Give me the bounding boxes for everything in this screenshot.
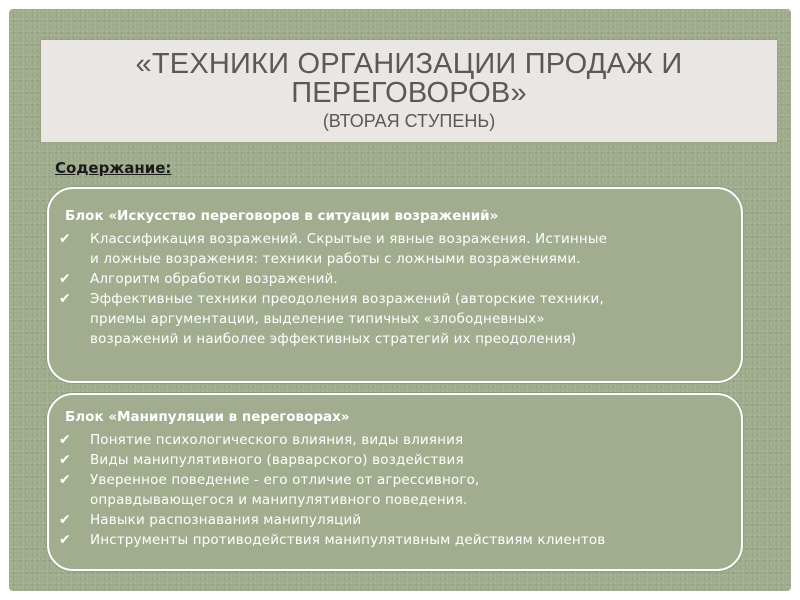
list-item: [49, 510, 741, 530]
list-item-text: Уверенное поведение - его отличие от агрессивного,: [90, 472, 480, 488]
slide-title: [41, 50, 777, 108]
check-mark-icon: ✔: [59, 452, 71, 468]
list-item-text: Понятие психологического влияния, виды влияния: [90, 432, 464, 448]
slide-title-line-2: ПЕРЕГОВОРОВ»: [291, 77, 527, 109]
bullet-list: [49, 229, 741, 349]
list-item: [49, 450, 741, 470]
list-item: [49, 430, 741, 450]
list-item-text: Классификация возражений. Скрытые и явные возражения. Истинные: [90, 231, 608, 247]
list-item-text: Инструменты противодействия манипулятивным действиям клиентов: [90, 532, 606, 548]
block-title: Блок «Манипуляции в переговорах»: [65, 409, 350, 425]
list-item-text: возражений и наиболее эффективных стратегий их преодоления): [90, 331, 577, 347]
block-manipulations: [47, 393, 743, 571]
check-mark-icon: ✔: [59, 532, 71, 548]
check-mark-icon: ✔: [59, 512, 71, 528]
list-item-text: приемы аргументации, выделение типичных «злободневных»: [90, 311, 545, 327]
list-item-text: Навыки распознавания манипуляций: [90, 512, 362, 528]
block-title: Блок «Искусство переговоров в ситуации возражений»: [65, 208, 499, 224]
check-mark-icon: ✔: [59, 271, 71, 287]
content-label: Содержание:: [55, 159, 172, 177]
slide-subtitle: (ВТОРАЯ СТУПЕНЬ): [322, 111, 496, 131]
check-mark-icon: ✔: [59, 432, 71, 448]
list-item: [49, 229, 741, 269]
slide-title-line-1: «ТЕХНИКИ ОРГАНИЗАЦИИ ПРОДАЖ И: [135, 48, 683, 80]
check-mark-icon: ✔: [59, 472, 71, 488]
list-item-text: и ложные возражения: техники работы с ложными возражениями.: [90, 251, 581, 267]
check-mark-icon: ✔: [59, 291, 71, 307]
list-item-text: Виды манипулятивного (варварского) воздействия: [90, 452, 464, 468]
list-item-text: Алгоритм обработки возражений.: [90, 271, 338, 287]
bullet-list: [49, 430, 741, 550]
check-mark-icon: ✔: [59, 231, 71, 247]
list-item: [49, 470, 741, 510]
list-item-text: оправдывающегося и манипулятивного поведения.: [90, 492, 468, 508]
list-item: [49, 530, 741, 550]
list-item: [49, 269, 741, 289]
block-objections: [47, 187, 743, 383]
title-band: [41, 40, 777, 142]
list-item-text: Эффективные техники преодоления возражений (авторские техники,: [90, 291, 604, 307]
list-item: [49, 289, 741, 349]
